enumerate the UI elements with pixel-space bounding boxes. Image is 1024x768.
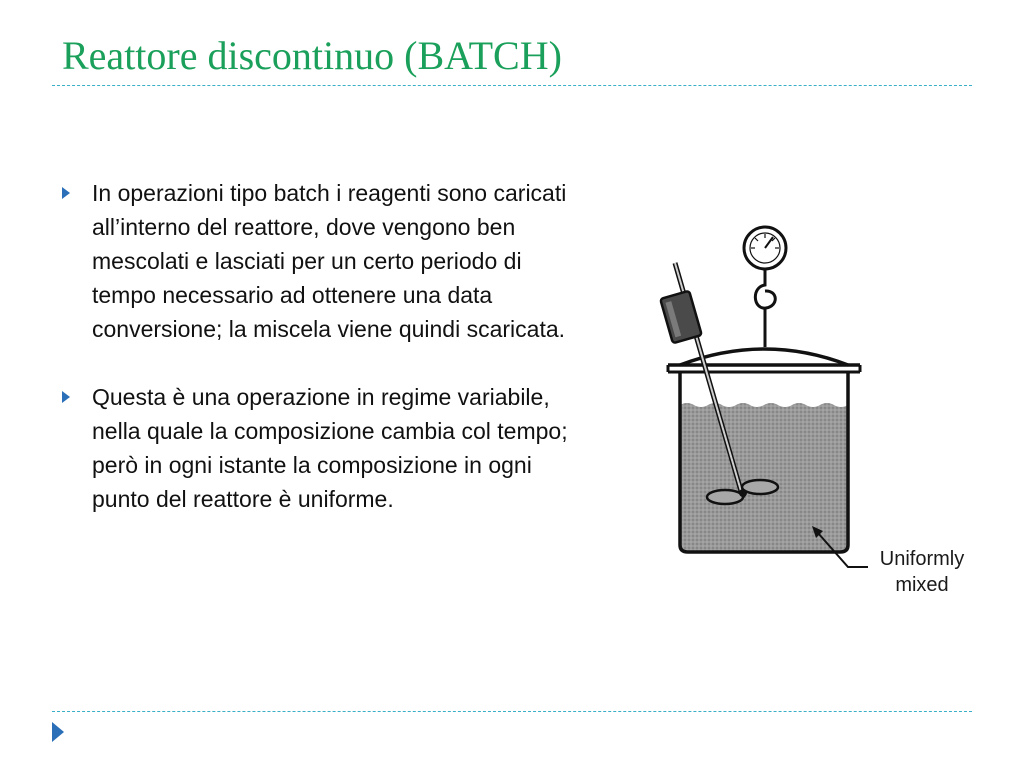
triangle-right-icon — [62, 187, 70, 199]
title-divider — [52, 85, 972, 86]
bullet-text: In operazioni tipo batch i reagenti sono caricati all’interno del reattore, dove vengono ben mescolati e lasciati per un certo periodo di tempo necessario ad ottenere una data conversione; la miscela viene quindi scaricata. — [92, 180, 567, 342]
liquid-contents — [680, 403, 848, 551]
next-slide-arrow-icon[interactable] — [52, 722, 64, 742]
figure-label-line: Uniformly — [879, 548, 965, 570]
pressure-gauge-icon — [744, 227, 786, 347]
figure-label — [862, 546, 982, 598]
slide-title: Reattore discontinuo (BATCH) — [62, 33, 562, 78]
triangle-right-icon — [62, 391, 70, 403]
bullet-item — [62, 380, 582, 516]
footer-divider — [52, 711, 972, 712]
bullet-text: Questa è una operazione in regime variabile, nella quale la composizione cambia col tempo; però in ogni istante la composizione in ogni punto del reattore è uniforme. — [92, 384, 568, 512]
vessel-lid — [668, 349, 860, 372]
figure-label-line: mixed — [895, 574, 949, 596]
bullet-list — [62, 176, 582, 550]
bullet-item — [62, 176, 582, 346]
